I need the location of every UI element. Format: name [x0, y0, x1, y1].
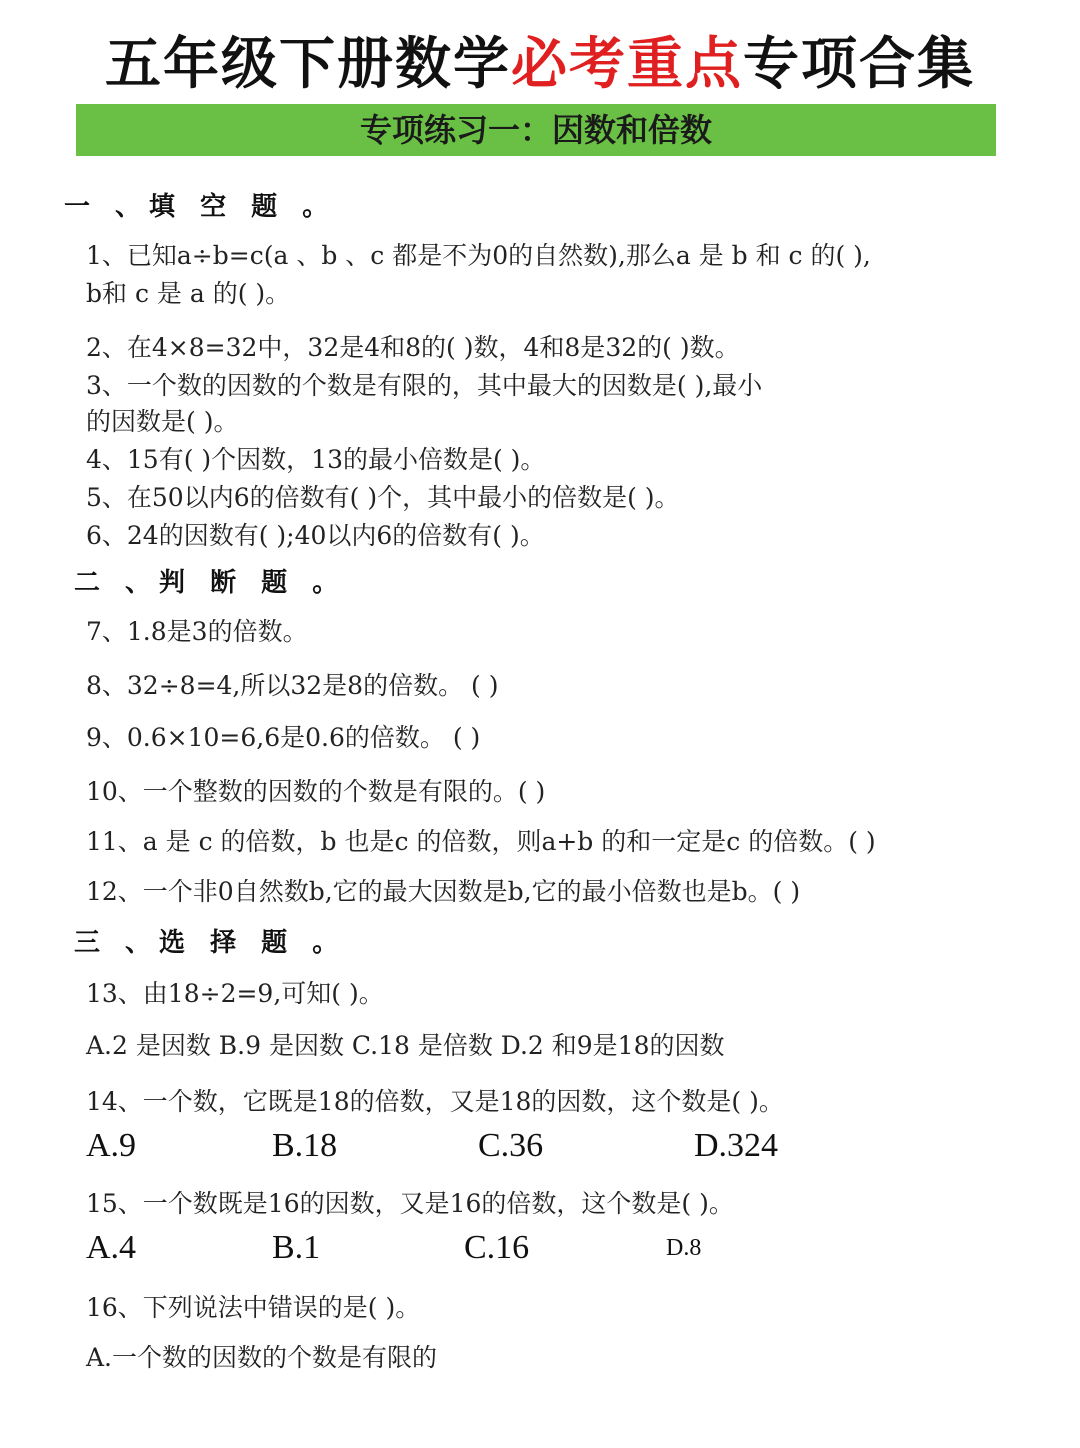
question-14-option-a: A.9: [86, 1127, 137, 1164]
question-13-options: A.2 是因数 B.9 是因数 C.18 是倍数 D.2 和9是18的因数: [86, 1031, 725, 1060]
question-15-option-b: B.1: [272, 1229, 321, 1266]
section-banner: [76, 104, 996, 156]
question-15-option-c: C.16: [464, 1229, 530, 1266]
question-1-line-2: b和 c 是 a 的( )。: [86, 279, 291, 308]
page-title: [0, 26, 1080, 104]
section-fill-in: 一 、填 空 题 。: [64, 192, 337, 222]
question-14-option-b: B.18: [272, 1127, 338, 1164]
question-4: 4、15有( )个因数，13的最小倍数是( )。: [86, 445, 546, 474]
question-6: 6、24的因数有( );40以内6的倍数有( )。: [86, 521, 545, 550]
question-8: 8、32÷8=4,所以32是8的倍数。 ( ): [86, 671, 499, 700]
question-10: 10、一个整数的因数的个数是有限的。( ): [86, 777, 546, 806]
question-11: 11、a 是 c 的倍数，b 也是c 的倍数，则a+b 的和一定是c 的倍数。( ): [86, 827, 876, 856]
question-3-line-2: 的因数是( )。: [86, 407, 239, 436]
question-15-option-d: D.8: [666, 1235, 702, 1261]
question-1-line-1: 1、已知a÷b=c(a 、b 、c 都是不为0的自然数),那么a 是 b 和 c 的( ),: [86, 241, 871, 270]
question-3-line-1: 3、一个数的因数的个数是有限的，其中最大的因数是( ),最小: [86, 371, 763, 400]
question-13: 13、由18÷2=9,可知( )。: [86, 979, 384, 1008]
title-part-1: 五年级下册数学: [105, 32, 511, 97]
question-14-option-c: C.36: [478, 1127, 544, 1164]
question-2: 2、在4×8=32中，32是4和8的( )数，4和8是32的( )数。: [86, 333, 740, 362]
question-9: 9、0.6×10=6,6是0.6的倍数。 ( ): [86, 723, 481, 752]
question-12: 12、一个非0自然数b,它的最大因数是b,它的最小倍数也是b。( ): [86, 877, 801, 906]
question-16: 16、下列说法中错误的是( )。: [86, 1293, 421, 1322]
question-7: 7、1.8是3的倍数。: [86, 617, 308, 646]
question-5: 5、在50以内6的倍数有( )个，其中最小的倍数是( )。: [86, 483, 680, 512]
banner-text: 专项练习一：因数和倍数: [359, 111, 712, 149]
title-highlight: 必考重点: [511, 32, 743, 97]
question-14: 14、一个数，它既是18的倍数，又是18的因数，这个数是( )。: [86, 1087, 784, 1116]
question-15-option-a: A.4: [86, 1229, 137, 1266]
section-true-false: 二 、判 断 题 。: [74, 568, 347, 598]
title-part-3: 专项合集: [743, 32, 975, 97]
question-16-option-a: A.一个数的因数的个数是有限的: [86, 1343, 438, 1372]
section-multiple-choice: 三 、选 择 题 。: [74, 928, 347, 958]
question-15: 15、一个数既是16的因数，又是16的倍数，这个数是( )。: [86, 1189, 734, 1218]
question-14-option-d: D.324: [694, 1127, 779, 1164]
